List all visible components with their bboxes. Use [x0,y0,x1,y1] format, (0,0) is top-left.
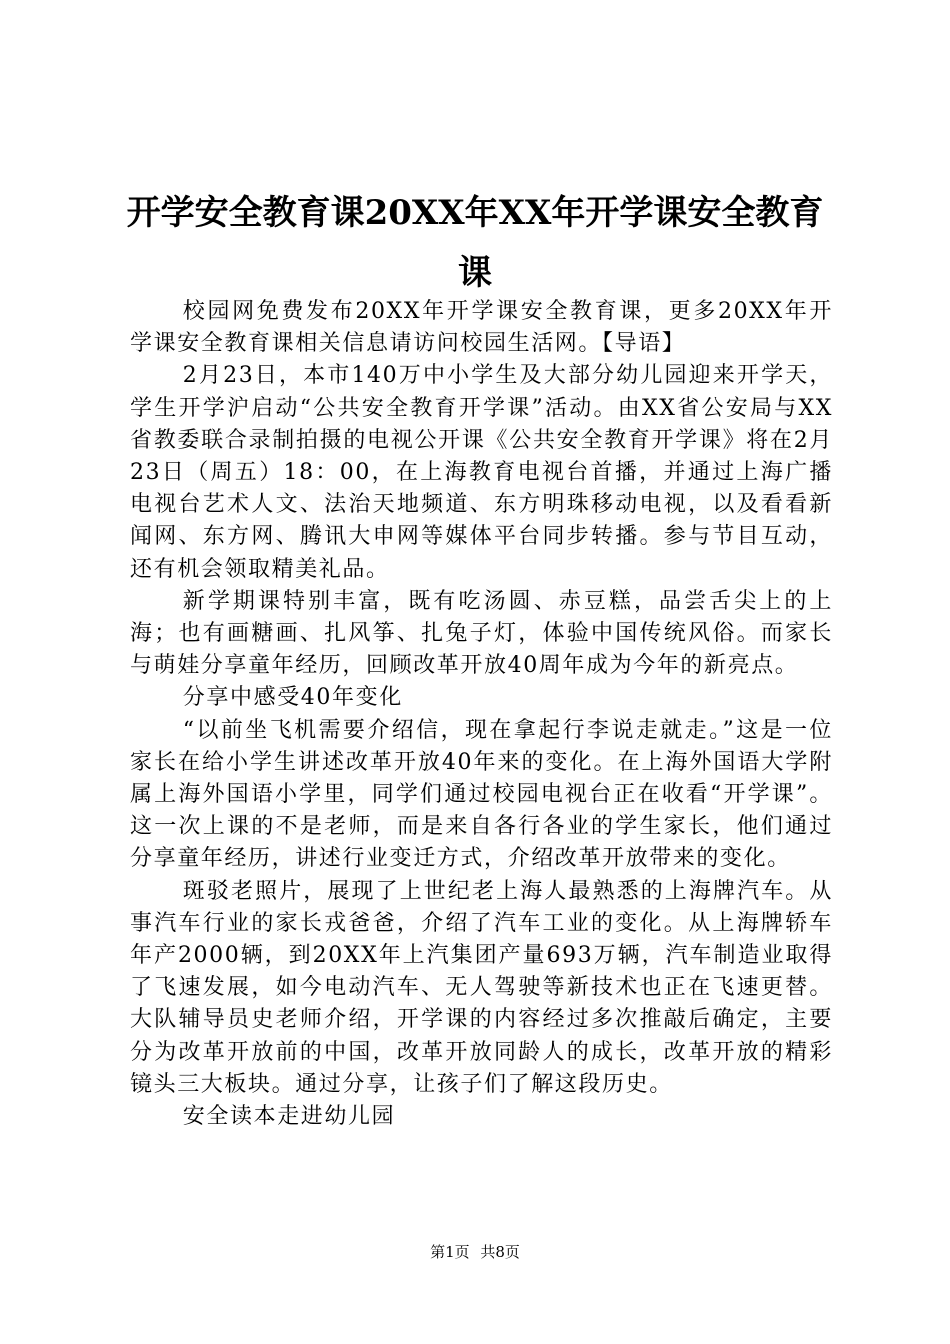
document-body [130,296,833,1133]
paragraph-intro: 校园网免费发布20XX年开学课安全教育课，更多20XX年开学课安全教育课相关信息请访问校园生活网。【导语】 [130,299,833,357]
page-total: 共8页 [480,1243,520,1261]
paragraph-parents: “以前坐飞机需要介绍信，现在拿起行李说走就走。”这是一位家长在给小学生讲述改革开放40年来的变化。在上海外国语大学附属上海外国语小学里，同学们通过校园电视台正在收看“开学课”。这一次上课的不是老师，而是来自各行各业的学生家长，他们通过分享童年经历，讲述行业变迁方式，介绍改革开放带来的变化。 [130,717,833,872]
paragraph-news: 2月23日，本市140万中小学生及大部分幼儿园迎来开学天，学生开学沪启动“公共安全教育开学课”活动。由XX省公安局与XX省教委联合录制拍摄的电视公开课《公共安全教育开学课》将在2月23日（周五）18：00，在上海教育电视台首播，并通过上海广播电视台艺术人文、法治天地频道、东方明珠移动电视，以及看看新闻网、东方网、腾讯大申网等媒体平台同步转播。参与节目互动，还有机会领取精美礼品。 [130,363,833,582]
document-title: 开学安全教育课20XX年XX年开学课安全教育课 [126,193,824,293]
page-number: 第1页 [430,1243,470,1261]
paragraph-activities: 新学期课特别丰富，既有吃汤圆、赤豆糕，品尝舌尖上的上海；也有画糖画、扎风筝、扎兔子灯，体验中国传统风俗。而家长与萌娃分享童年经历，回顾改革开放40周年成为今年的新亮点。 [130,588,833,679]
paragraph-car-industry: 斑驳老照片，展现了上世纪老上海人最熟悉的上海牌汽车。从事汽车行业的家长戎爸爸，介绍了汽车工业的变化。从上海牌轿车年产2000辆，到20XX年上汽集团产量693万辆，汽车制造业取得了飞速发展，如今电动汽车、无人驾驶等新技术也正在飞速更替。大队辅导员史老师介绍，开学课的内容经过多次推敲后确定，主要分为改革开放前的中国，改革开放同龄人的成长，改革开放的精彩镜头三大板块。通过分享，让孩子们了解这段历史。 [130,878,833,1097]
section-heading-changes: 分享中感受40年变化 [182,685,403,711]
section-heading-kindergarten: 安全读本走进幼儿园 [182,1104,396,1130]
page-footer [0,1241,950,1263]
